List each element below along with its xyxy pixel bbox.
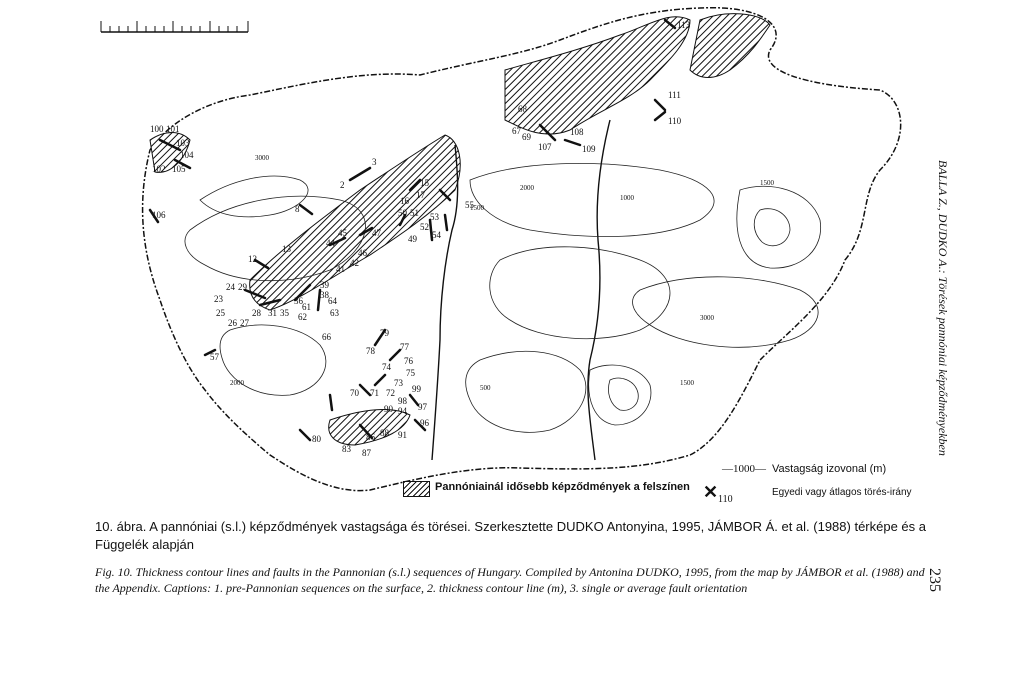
legend-contour-label: Vastagság izovonal (m)	[772, 463, 887, 475]
fault-label: 36	[294, 296, 303, 306]
fault-label: 74	[382, 362, 391, 372]
fault-label: 105	[172, 164, 186, 174]
fault-label: 16	[400, 196, 409, 206]
fault-label: 111	[668, 90, 681, 100]
legend-hatch-label: Pannóniainál idősebb képződmények a felszínen	[435, 481, 690, 493]
fault-label: 75	[406, 368, 415, 378]
hungary-thickness-map	[90, 0, 920, 510]
contour-label: 3000	[255, 154, 269, 162]
northeast-hills-area	[690, 14, 770, 78]
fault-label: 78	[366, 346, 375, 356]
legend-contour-sample: —1000—	[722, 463, 766, 475]
tisza-river	[588, 120, 610, 460]
contour-label: 1000	[620, 194, 634, 202]
fault-label: 8	[295, 204, 300, 214]
fault-label: 87	[362, 448, 371, 458]
fault-label: 15	[420, 178, 429, 188]
fault-label: 101	[166, 124, 180, 134]
fault-label: 86	[366, 432, 375, 442]
north-hills-area	[505, 17, 690, 134]
fault-label: 72	[386, 388, 395, 398]
fault-label: 49	[408, 234, 417, 244]
fault-label: 70	[350, 388, 359, 398]
fault-label: 107	[538, 142, 552, 152]
contour-label: 3000	[700, 314, 714, 322]
caption-english: Fig. 10. Thickness contour lines and faults in the Pannonian (s.l.) sequences of Hungary. Compiled by Antonina DUDKO, 1995, from the map by JÁMBOR et al. (1988) and the Appendix. Captions: 1. pre-Pannonian sequences on the surface, 2. thickness contour line (m), 3. single or average fault orientation	[95, 565, 925, 595]
contour-line	[589, 365, 651, 425]
fault-label: 61	[302, 302, 311, 312]
fault-cross-icon: ✕	[703, 482, 719, 502]
fault-label: 50	[398, 208, 407, 218]
fault-label: 31	[268, 308, 277, 318]
fault-label: 35	[280, 308, 289, 318]
fault-label: 24	[226, 282, 235, 292]
contour-line	[490, 247, 670, 339]
contour-label: 2000	[230, 379, 244, 387]
page-number: 235	[926, 568, 943, 592]
fault-label: 88	[380, 428, 389, 438]
fault-label: 80	[312, 434, 321, 444]
fault-label: 47	[372, 228, 381, 238]
contour-label: 1500	[760, 179, 774, 187]
fault-label: 103	[176, 138, 190, 148]
fault-label: 46	[358, 248, 367, 258]
fault-label: 73	[394, 378, 403, 388]
fault-label: 17	[416, 190, 425, 200]
fault-label: 51	[410, 208, 419, 218]
fault-label: 98	[398, 396, 407, 406]
contour-line	[754, 209, 790, 246]
fault-label: 91	[398, 430, 407, 440]
fault-label: 94	[398, 406, 407, 416]
fault-label: 108	[570, 127, 584, 137]
contour-line	[470, 163, 714, 236]
fault-label: 38	[320, 290, 329, 300]
fault-label: 66	[322, 332, 331, 342]
caption-hungarian: 10. ábra. A pannóniai (s.l.) képződmények vastagsága és törései. Szerkesztette DUDKO Antonyina, 1995, JÁMBOR Á. et al. (1988) térképe és a Függelék alapján	[95, 519, 926, 552]
fault-label: 45	[338, 228, 347, 238]
fault-label: 41	[336, 264, 345, 274]
fault-label: 63	[330, 308, 339, 318]
fault-label: 67	[512, 126, 521, 136]
fault-label: 55	[465, 200, 474, 210]
fault-label: 110	[668, 116, 682, 126]
contour-line	[737, 186, 821, 268]
fault-label: 76	[404, 356, 413, 366]
fault-label: 28	[252, 308, 261, 318]
fault-label: 71	[370, 388, 379, 398]
contour-label: 1500	[680, 379, 694, 387]
fault-label: 99	[412, 384, 421, 394]
contour-line	[608, 378, 638, 410]
fault-label: 57	[210, 352, 219, 362]
contour-label: 500	[480, 384, 491, 392]
fault-label: 97	[418, 402, 427, 412]
fault-label: 62	[298, 312, 307, 322]
fault-label: 104	[180, 150, 194, 160]
fault-label: 3	[372, 157, 377, 167]
fault-label: 54	[432, 230, 441, 240]
fault-label: 113	[677, 20, 691, 30]
contour-label: 1500	[470, 204, 484, 212]
fault-label: 27	[240, 318, 249, 328]
contour-line	[633, 277, 819, 347]
fault-label: 12	[248, 254, 257, 264]
fault-label: 79	[380, 328, 389, 338]
fault-label: 39	[320, 280, 329, 290]
fault-label: 13	[282, 244, 291, 254]
fault-label: 90	[384, 404, 393, 414]
fault-label: 52	[420, 222, 429, 232]
legend-fault-number: 110	[718, 494, 733, 505]
fault-label: 68	[518, 104, 527, 114]
legend-fault-label: Egyedi vagy átlagos törés-irány	[772, 487, 912, 498]
fault-label: 102	[152, 164, 166, 174]
fault-label: 109	[582, 144, 596, 154]
fault-label: 106	[152, 210, 166, 220]
legend-hatch-swatch	[403, 481, 430, 497]
running-header: BALLA Z., DUDKO A.: Törések pannóniai képződményekben	[936, 160, 950, 456]
fault-label: 42	[350, 258, 359, 268]
fault-label: 25	[216, 308, 225, 318]
fault-label: 64	[328, 296, 337, 306]
fault-label: 53	[430, 212, 439, 222]
fault-label: 77	[400, 342, 409, 352]
fault-label: 26	[228, 318, 237, 328]
fault-label: 2	[340, 180, 345, 190]
fault-label: 44	[326, 238, 335, 248]
fault-label: 69	[522, 132, 531, 142]
fault-label: 83	[342, 444, 351, 454]
contour-label: 2000	[520, 184, 534, 192]
fault-label: 100	[150, 124, 164, 134]
fault-label: 23	[214, 294, 223, 304]
fault-label: 96	[420, 418, 429, 428]
fault-label: 29	[238, 282, 247, 292]
